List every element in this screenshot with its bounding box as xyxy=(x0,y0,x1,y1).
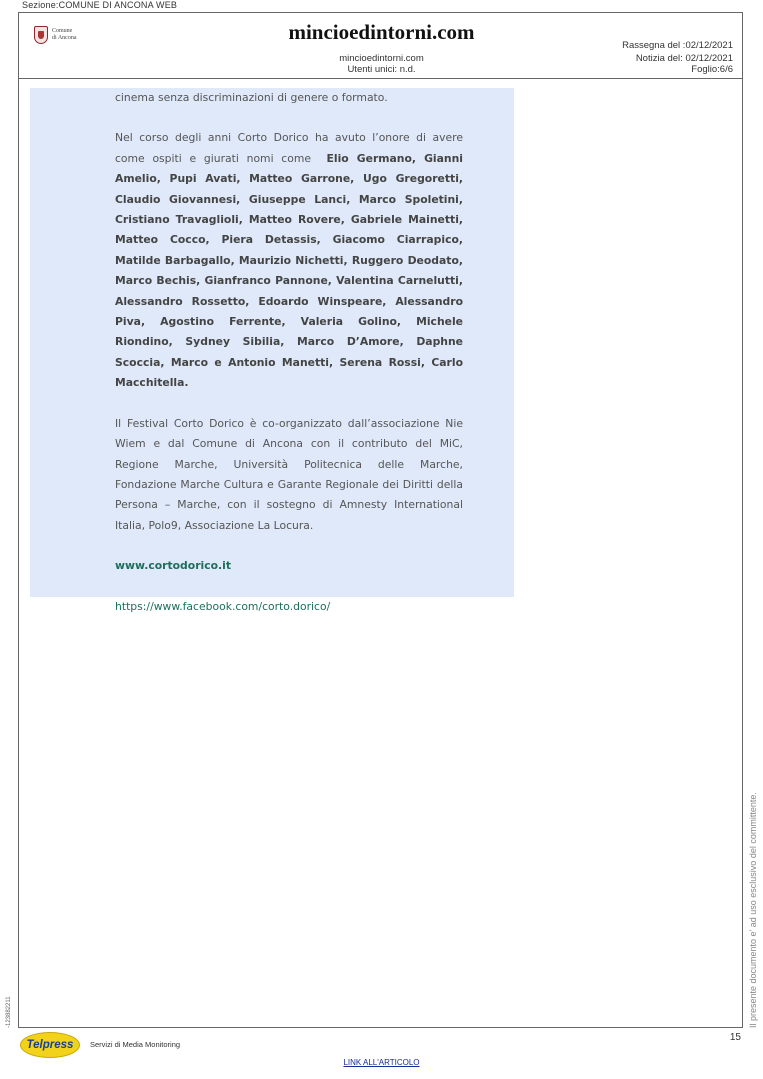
logo-text-line2: di Ancona xyxy=(52,34,77,41)
article-body xyxy=(115,88,463,617)
rassegna-date: Rassegna del :02/12/2021 xyxy=(622,40,733,51)
website-link[interactable]: www.cortodorico.it xyxy=(115,559,232,573)
section-label: Sezione:COMUNE DI ANCONA WEB xyxy=(22,0,178,10)
article-link[interactable]: LINK ALL'ARTICOLO xyxy=(343,1058,420,1067)
site-url: mincioedintorni.com xyxy=(339,53,424,64)
unique-users: Utenti unici: n.d. xyxy=(347,64,416,75)
festival-paragraph: Il Festival Corto Dorico è co-organizzato dall’associazione Nie Wiem e dal Comune di Ancona con il contributo del MiC, Regione Marche, Università Politecnica delle Marche, Fondazione Marche Cultura e Garante Regionale dei Diritti della Persona – Marche, con il sostegno di Amnesty International Italia, Polo9, Associazione La Locura. xyxy=(115,416,463,532)
guests-paragraph xyxy=(115,128,463,393)
sheet-number: Foglio:6/6 xyxy=(691,64,733,75)
article-box xyxy=(30,88,514,613)
telpress-logo xyxy=(20,1032,80,1058)
guests-intro: Nel corso degli anni Corto Dorico ha avuto l’onore di avere come ospiti e giurati nomi come xyxy=(115,131,463,165)
notizia-date: Notizia del: 02/12/2021 xyxy=(635,53,733,64)
facebook-link[interactable]: https://www.facebook.com/corto.dorico/ xyxy=(115,599,331,613)
guests-names: Elio Germano, Gianni Amelio, Pupi Avati, Matteo Garrone, Ugo Gregoretti, Claudio Giovannesi, Giuseppe Lanci, Marco Spoletini, Cristiano Travaglioli, Matteo Rovere, Gabriele Mainetti, Matteo Cocco, Piera Detassis, Giacomo Ciarrapico, Matilde Barbagallo, Maurizio Nichetti, Ruggero Deodato, Marco Bechis, Gianfranco Pannone, Valentina Carnelutti, Alessandro Rossetto, Edoardo Winspeare, Alessandro Piva, Agostino Ferrente, Valeria Golino, Michele Riondino, Sydney Sibilia, Marco D’Amore, Daphne Scoccia, Marco e Antonio Manetti, Serena Rossi, Carlo Macchitella. xyxy=(115,151,463,390)
page-number: 15 xyxy=(729,1032,741,1043)
header-divider xyxy=(18,78,743,79)
document-code: -123882211 xyxy=(6,996,12,1028)
services-label: Servizi di Media Monitoring xyxy=(90,1040,181,1049)
article-continuation: cinema senza discriminazioni di genere o formato. xyxy=(115,91,388,104)
logo-text-line1: Comune xyxy=(52,28,73,34)
telpress-brand: Telpress xyxy=(26,1039,74,1051)
site-title: mincioedintorni.com xyxy=(288,20,475,44)
usage-disclaimer: Il presente documento e' ad uso esclusivo del committente. xyxy=(748,792,758,1028)
